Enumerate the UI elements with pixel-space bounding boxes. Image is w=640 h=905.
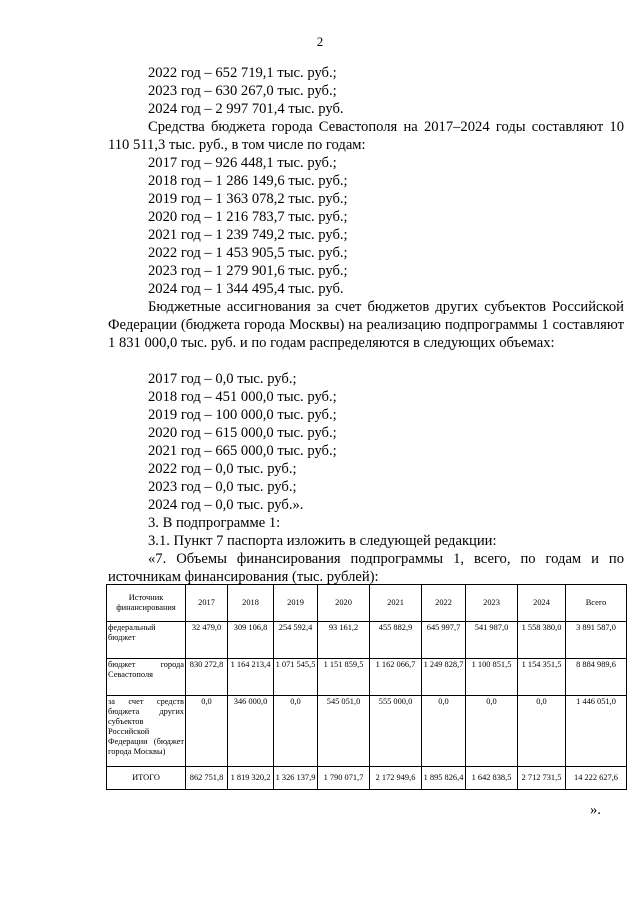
financing-table xyxy=(106,584,627,790)
other-year-2018: 2018 год – 451 000,0 тыс. руб.; xyxy=(148,389,337,405)
table-row xyxy=(107,622,627,659)
table-cell: 1 790 071,7 xyxy=(318,767,370,790)
table-cell: 254 592,4 xyxy=(274,622,318,659)
other-year-2023: 2023 год – 0,0 тыс. руб.; xyxy=(148,479,297,495)
sevastopol-year-2024: 2024 год – 1 344 495,4 тыс. руб. xyxy=(148,281,344,297)
other-year-2017: 2017 год – 0,0 тыс. руб.; xyxy=(148,371,297,387)
table-cell: 93 161,2 xyxy=(318,622,370,659)
table-cell: 0,0 xyxy=(422,696,466,767)
other-year-2019: 2019 год – 100 000,0 тыс. руб.; xyxy=(148,407,337,423)
table-cell: 0,0 xyxy=(274,696,318,767)
table-cell: 555 000,0 xyxy=(370,696,422,767)
table-cell: 346 000,0 xyxy=(228,696,274,767)
other-year-2024: 2024 год – 0,0 тыс. руб.». xyxy=(148,497,304,513)
header-total: Всего xyxy=(566,585,627,622)
table-cell: 645 997,7 xyxy=(422,622,466,659)
table-cell: 1 642 838,5 xyxy=(466,767,518,790)
table-row-total xyxy=(107,767,627,790)
sevastopol-year-2021: 2021 год – 1 239 749,2 тыс. руб.; xyxy=(148,227,348,243)
table-cell: 1 162 066,7 xyxy=(370,659,422,696)
header-2017: 2017 xyxy=(186,585,228,622)
sevastopol-year-2023: 2023 год – 1 279 901,6 тыс. руб.; xyxy=(148,263,348,279)
table-cell: 14 222 627,6 xyxy=(566,767,627,790)
table-cell: 830 272,8 xyxy=(186,659,228,696)
table-row xyxy=(107,659,627,696)
header-2022: 2022 xyxy=(422,585,466,622)
table-cell: 541 987,0 xyxy=(466,622,518,659)
row-source-sevastopol: бюджет города Севастополя xyxy=(107,659,186,696)
table-cell: 455 882,9 xyxy=(370,622,422,659)
table-cell: 1 164 213,4 xyxy=(228,659,274,696)
table-cell: 1 154 351,5 xyxy=(518,659,566,696)
header-2019: 2019 xyxy=(274,585,318,622)
other-year-2022: 2022 год – 0,0 тыс. руб.; xyxy=(148,461,297,477)
header-2018: 2018 xyxy=(228,585,274,622)
table-row xyxy=(107,696,627,767)
sevastopol-year-2017: 2017 год – 926 448,1 тыс. руб.; xyxy=(148,155,337,171)
row-source-total: ИТОГО xyxy=(107,767,186,790)
sevastopol-year-2019: 2019 год – 1 363 078,2 тыс. руб.; xyxy=(148,191,348,207)
closing-quote: ». xyxy=(590,802,601,818)
table-header-row xyxy=(107,585,627,622)
sevastopol-year-2018: 2018 год – 1 286 149,6 тыс. руб.; xyxy=(148,173,348,189)
table-cell: 1 446 051,0 xyxy=(566,696,627,767)
table-cell: 309 106,8 xyxy=(228,622,274,659)
page-number: 2 xyxy=(316,34,324,49)
sevastopol-year-2022: 2022 год – 1 453 905,5 тыс. руб.; xyxy=(148,245,348,261)
row-source-other-subjects: за счет средств бюджета других субъектов Российской Федерации (бюджет города Москвы) xyxy=(107,696,186,767)
moscow-year-2022: 2022 год – 652 719,1 тыс. руб.; xyxy=(148,65,337,81)
table-cell: 0,0 xyxy=(518,696,566,767)
table-cell: 1 100 851,5 xyxy=(466,659,518,696)
table-cell: 1 326 137,9 xyxy=(274,767,318,790)
header-2021: 2021 xyxy=(370,585,422,622)
other-subjects-paragraph: Бюджетные ассигнования за счет бюджетов других субъектов Российской Федерации (бюджета города Москвы) на реализацию подпрограммы 1 составляют 1 831 000,0 тыс. руб. и по годам распределяются в следующих объемах: xyxy=(108,299,624,351)
header-2020: 2020 xyxy=(318,585,370,622)
header-source: Источник финансирования xyxy=(107,585,186,622)
row-source-federal: федеральный бюджет xyxy=(107,622,186,659)
table-cell: 0,0 xyxy=(186,696,228,767)
sevastopol-year-2020: 2020 год – 1 216 783,7 тыс. руб.; xyxy=(148,209,348,225)
header-2023: 2023 xyxy=(466,585,518,622)
point-3: 3. В подпрограмме 1: xyxy=(148,515,281,531)
other-year-2020: 2020 год – 615 000,0 тыс. руб.; xyxy=(148,425,337,441)
header-2024: 2024 xyxy=(518,585,566,622)
table-cell: 862 751,8 xyxy=(186,767,228,790)
moscow-year-2024: 2024 год – 2 997 701,4 тыс. руб. xyxy=(148,101,344,117)
moscow-year-2023: 2023 год – 630 267,0 тыс. руб.; xyxy=(148,83,337,99)
table-cell: 32 479,0 xyxy=(186,622,228,659)
table-cell: 1 249 828,7 xyxy=(422,659,466,696)
table-cell: 0,0 xyxy=(466,696,518,767)
table-cell: 1 895 826,4 xyxy=(422,767,466,790)
point-7-paragraph: «7. Объемы финансирования подпрограммы 1, всего, по годам и по источникам финансирования (тыс. рублей): xyxy=(108,551,624,585)
point-3-1: 3.1. Пункт 7 паспорта изложить в следующей редакции: xyxy=(148,533,497,549)
table-cell: 2 172 949,6 xyxy=(370,767,422,790)
table-cell: 1 558 380,0 xyxy=(518,622,566,659)
table-cell: 1 819 320,2 xyxy=(228,767,274,790)
table-cell: 1 071 545,5 xyxy=(274,659,318,696)
sevastopol-budget-paragraph: Средства бюджета города Севастополя на 2017–2024 годы составляют 10 110 511,3 тыс. руб., в том числе по годам: xyxy=(108,119,624,153)
table-cell: 3 891 587,0 xyxy=(566,622,627,659)
table-cell: 1 151 859,5 xyxy=(318,659,370,696)
table-cell: 8 884 989,6 xyxy=(566,659,627,696)
table-cell: 545 051,0 xyxy=(318,696,370,767)
other-year-2021: 2021 год – 665 000,0 тыс. руб.; xyxy=(148,443,337,459)
table-cell: 2 712 731,5 xyxy=(518,767,566,790)
